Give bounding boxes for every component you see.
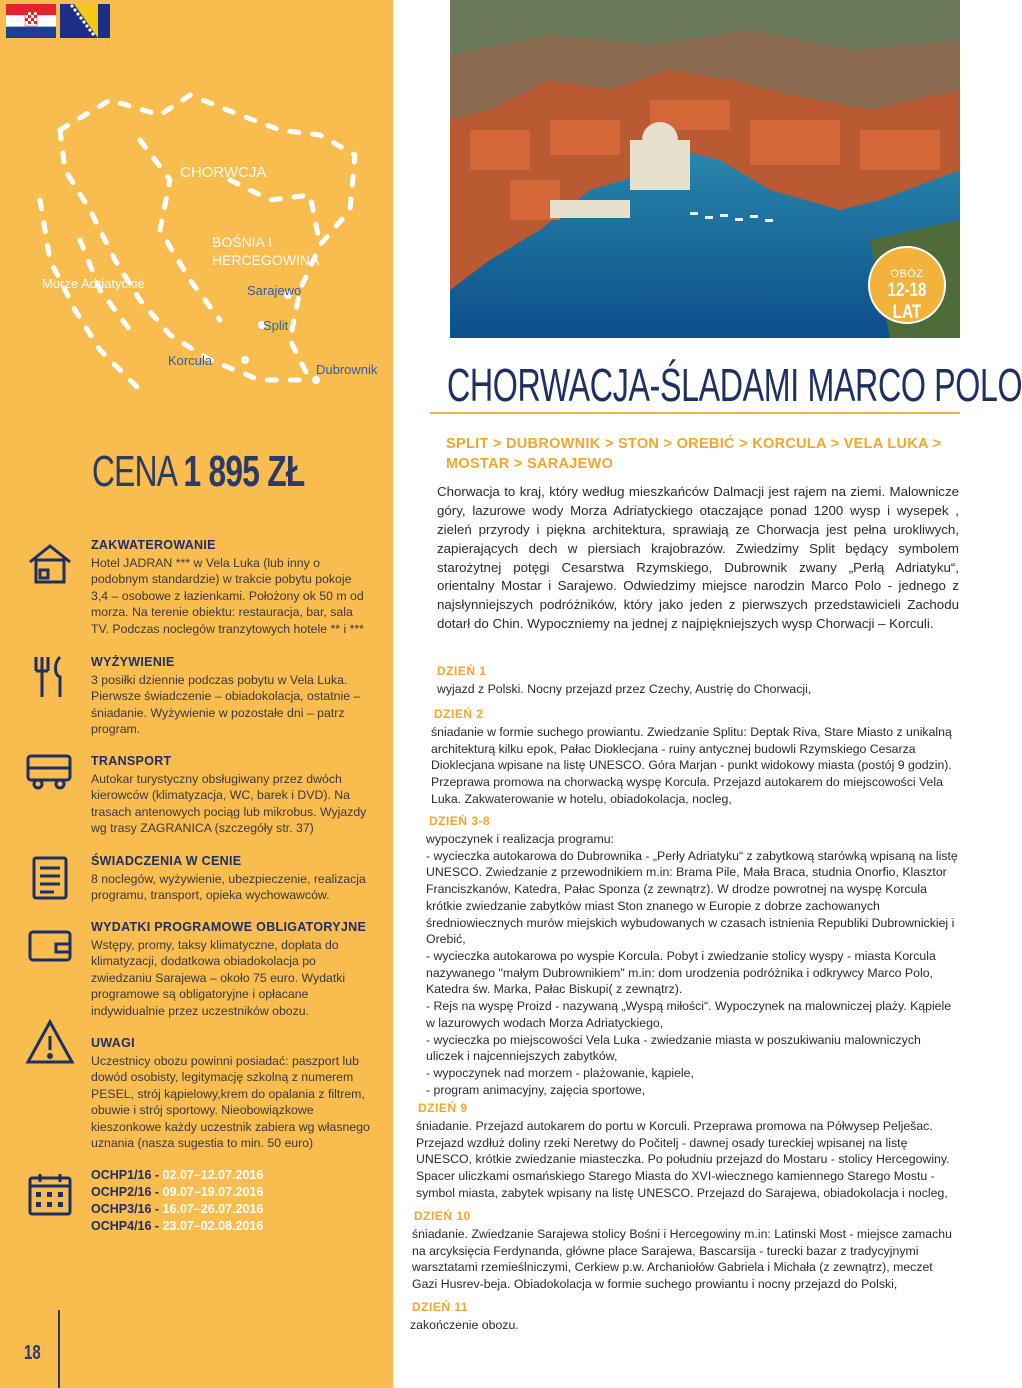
section-text: Wstępy, promy, taksy klimatyczne, dopłata do klimatyzacji, dodatkowa obiadokolacja po zwiedzaniu Sarajewa – około 75 euro. Wydatki programowe są obligatoryjne i opłacane indywidualnie przez uczestników obozu.	[91, 937, 346, 1018]
route-line: SPLIT > DUBROWNIK > STON > OREBIĆ > KORCULA > VELA LUKA > MOSTAR > SARAJEWO	[446, 436, 942, 472]
croatia-flag-icon	[6, 4, 56, 38]
day-text: wypoczynek i realizacja programu: - wycieczka autokarowa do Dubrownika - „Perły Adriatyku“ z zabytkową starówką wpisaną na listę UNESCO. Zwiedzanie z przewodnikiem m.in: Brama Pile, Mała Braca, studnia Onorfio, Klasztor Franciszkanów, Katedra, Pałac Sponza (z zewnątrz). W drodze powrotnej na wyspę Korcula krótkie zwiedzanie zabytków miast Ston znanego w Europie z dobrze zachowanych średniowiecznych murów miejskich wybudowanych w czasach istnienia Republiki Dubrownickiej i Orebić, - wycieczka autokarowa po wyspie Korcula. Pobyt i zwiedzanie stolicy wyspy - miasta Korcula nazywanego "małym Dubrownikiem" m.in: dom urodzenia podróżnika i odkrywcy Marco Polo, Katedra św. Marka, Pałac Biskupi( z zewnątrz). - Rejs na wyspę Proizd - nazywaną „Wyspą miłości“. Wypoczynek na malowniczej plaży. Kąpiele w lazurowych wodach Morza Adriatyckiego, - wycieczka po miejscowości Vela Luka - zwiedzanie miasta w poszukiwaniu malowniczych uliczek i najcenniejszych zabytków, - wypoczynek nad morzem - plażowanie, kąpiele, - program animacyjny, zajęcia sportowe,	[426, 832, 958, 1097]
section-mandatory-costs	[91, 919, 371, 1019]
day-title: DZIEŃ 2	[434, 707, 484, 721]
warning-icon	[26, 1018, 74, 1066]
term-code: OCHP2/16 -	[91, 1184, 160, 1199]
term-dates: 09.07–19.07.2016	[162, 1184, 264, 1199]
section-text: Autokar turystyczny obsługiwany przez dwóch kierowców (klimatyzacja, WC, barek i DVD). Na trasach antenowych pociąg lub mikrobus. Wyjazdy wg trasy ZAGRANICA (szczegóły str. 37)	[91, 771, 367, 836]
age-badge	[868, 246, 946, 324]
section-text: 3 posiłki dziennie podczas pobytu w Vela Luka. Pierwsze świadczenie – obiadokolacja, ostatnie – śniadanie. Wyżywienie w pozostałe dni – patrz program.	[91, 672, 361, 737]
wallet-icon	[26, 920, 74, 968]
term-dates: 02.07–12.07.2016	[162, 1168, 264, 1182]
day-text: wyjazd z Polski. Nocny przejazd przez Czechy, Austrię do Chorwacji,	[437, 682, 812, 696]
term-code: OCHP4/16 -	[91, 1218, 160, 1233]
cutlery-icon	[26, 653, 74, 701]
term-code: OCHP3/16 -	[91, 1201, 160, 1216]
section-text: Hotel JADRAN *** w Vela Luka (lub inny o podobnym standardzie) w trakcie pobytu pokoje 3,4 – osobowe z łazienkami. Położony ok 50 m od morza. Na terenie obiektu: restauracja, bar, sala TV. Podczas noclegów tranzytowych hotele ** i ***	[91, 555, 364, 636]
map-label-korcula: Korcula	[168, 353, 213, 368]
day-title: DZIEŃ 11	[412, 1300, 469, 1314]
section-notes	[91, 1035, 371, 1152]
bus-icon	[26, 746, 74, 794]
day-title: DZIEŃ 9	[418, 1101, 468, 1115]
day-text: zakończenie obozu.	[410, 1318, 519, 1332]
route-map	[20, 60, 400, 400]
day-text: śniadanie w formie suchego prowiantu. Zwiedzanie Splitu: Deptak Riva, Stare Miasto z unikalną architekturą kilku epok, Pałac Dioklecjana - ruiny antycznej budowli Rzymskiego Cesarza Dioklecjana wpisane na listę UNESCO. Góra Marjan - punkt widokowy miasta (postój 9 godzin). Przeprawa promowa na chorwacką wyspę Korcula. Przejazd autokarem do miejscowości Vela Luka. Zakwaterowanie w hotelu, obiadokolacja, nocleg,	[431, 725, 952, 806]
house-icon	[26, 540, 74, 588]
day-title: DZIEŃ 3-8	[429, 814, 491, 828]
section-title: ZAKWATEROWANIE	[91, 538, 216, 552]
calendar-icon	[26, 1170, 74, 1218]
section-text: 8 noclegów, wyżywienie, ubezpieczenie, realizacja programu, transport, opieka wychowawców.	[91, 871, 366, 903]
term-code: OCHP1/16 -	[91, 1168, 160, 1182]
badge-line1: OBÓZ	[890, 268, 924, 280]
badge-line2: 12-18 LAT	[887, 280, 927, 323]
title-divider	[430, 412, 960, 414]
term-row	[91, 1167, 263, 1184]
price	[92, 447, 305, 497]
map-label-dubrownik: Dubrownik	[316, 362, 378, 377]
term-dates: 16.07–26.07.2016	[162, 1201, 264, 1216]
price-value: 1 895 ZŁ	[183, 447, 305, 496]
section-title: TRANSPORT	[91, 754, 172, 768]
term-dates: 23.07–02.08.2016	[162, 1218, 264, 1233]
day-title: DZIEŃ 1	[437, 664, 487, 678]
term-row	[91, 1218, 263, 1235]
map-label-split: Split	[263, 318, 289, 333]
page-number: 18	[24, 1342, 41, 1364]
price-label: CENA	[92, 447, 176, 496]
term-row	[91, 1184, 263, 1201]
map-label-sea: Morze Adriatyckie	[42, 276, 145, 291]
section-included	[91, 853, 371, 904]
bosnia-flag-icon	[60, 4, 110, 38]
map-label-sarajewo: Sarajewo	[247, 283, 302, 298]
day-text: śniadanie. Przejazd autokarem do portu w Korculi. Przeprawa promowa na Półwysep Pelješac. Przejazd wzdłuż doliny rzeki Neretwy do Počitelj - dawnej osady tureckiej wpisanej na listę UNESCO, krótkie zwiedzanie miasteczka. Po południu przejazd do Mostaru - stolicy Hercegowiny. Spacer uliczkami osmańskiego Starego Miasta do XVI-wiecznego kamiennego Starego Mostu - symbol miasta, zabytek wpisany na listę UNESCO. Przejazd do Sarajewa, obiadokolacja i nocleg,	[416, 1119, 950, 1200]
intro-paragraph: Chorwacja to kraj, który według mieszkańców Dalmacji jest rajem na ziemi. Malownicze góry, lazurowe wody Morza Adriatyckiego otaczające ponad 1200 wysp i wysepek , zieleń przyrody i piękna architektura, sprawiają ze Chorwacja jest pełna urokliwych, zapierających dech w piersiach krajobrazów. Zwiedzimy Split będący symbolem starożytnej potęgi Cesarstwa Rzymskiego, Dubrownik zwany „Perłą Adriatyku“, orientalny Mostar i Sarajewo. Odwiedzimy miejsce narodzin Marco Polo - jednego z najsłynniejszych podróżników, który jako jeden z pierwszych przedstawicieli Zachodu dotarł do Chin. Wypoczniemy na jednej z najpiękniejszych wysp Chorwacji – Korculi.	[437, 484, 959, 632]
section-title: ŚWIADCZENIA W CENIE	[91, 854, 242, 868]
section-transport	[91, 753, 371, 837]
section-title: WYDATKI PROGRAMOWE OBLIGATORYJNE	[91, 920, 367, 934]
term-row	[91, 1201, 263, 1218]
day-text: śniadanie. Zwiedzanie Sarajewa stolicy Bośni i Hercegowiny m.in: Latinski Most - miejsce zamachu na arcyksięcia Ferdynanda, główne place Sarajewa, Bascarsija - turecki bazar z tradycyjnymi warsztatami rzemieślniczymi, Cerkiew p.w. Archaniołów Gabriela i Michała (z zewnątrz), meczet Gazi Husrev-beja. Obiadokolacja w formie suchego prowiantu i nocny przejazd do Polski,	[412, 1227, 952, 1292]
section-title: UWAGI	[91, 1036, 135, 1050]
section-meals	[91, 654, 371, 738]
section-title: WYŻYWIENIE	[91, 655, 175, 669]
map-label-croatia: CHORWCJA	[180, 164, 267, 181]
term-list	[91, 1167, 263, 1235]
section-text: Uczestnicy obozu powinni posiadać: paszport lub dowód osobisty, legitymację szkolną z numerem PESEL, strój kąpielowy,krem do opalania z filtrem, obuwie i strój sportowy. Nieobowiązkowe kieszonkowe każdy uczestnik zabiera wg własnego uznania (nasza sugestia to min. 50 euro)	[91, 1053, 370, 1151]
page-title: CHORWACJA-ŚLADAMI MARCO POLO	[447, 359, 1022, 411]
checklist-icon	[26, 854, 74, 902]
page-number-divider	[58, 1310, 60, 1388]
section-accommodation	[91, 537, 371, 637]
map-label-bosnia: BOŚNIA I HERCEGOWINA	[212, 234, 320, 269]
day-title: DZIEŃ 10	[414, 1209, 471, 1223]
